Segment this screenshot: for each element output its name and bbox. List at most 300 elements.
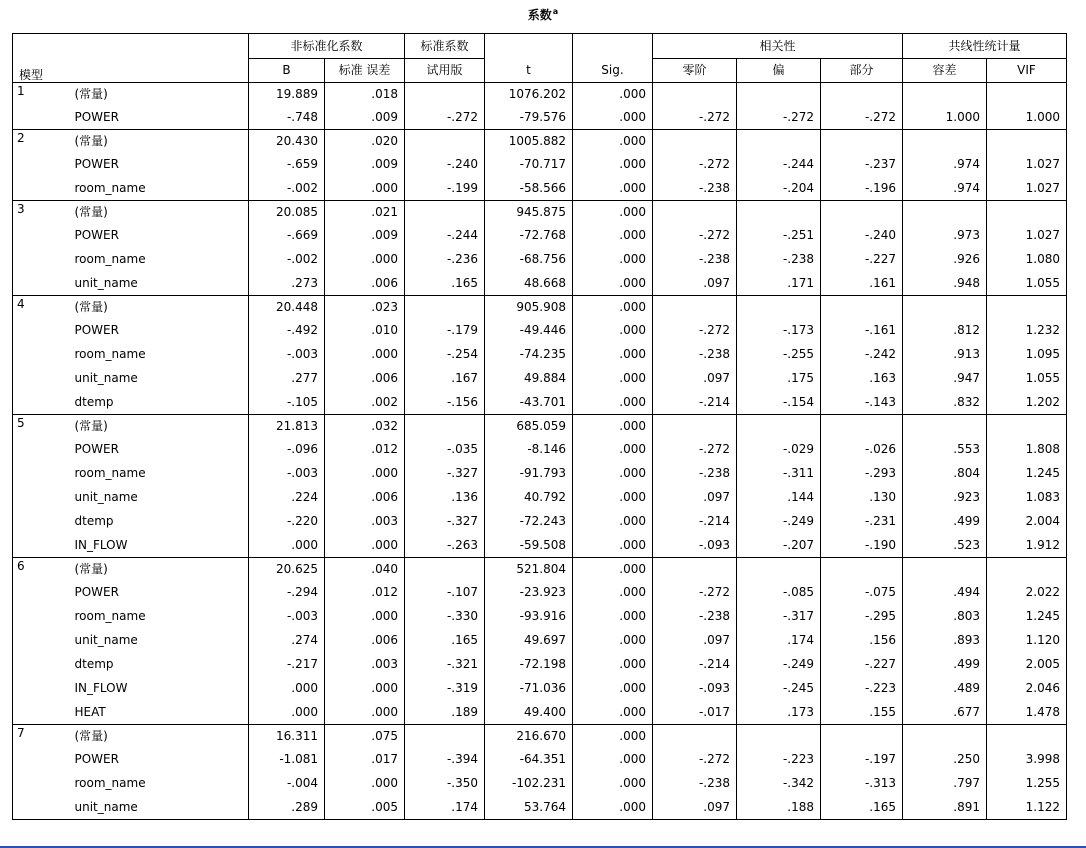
- cell-t: -102.231: [485, 771, 573, 795]
- cell-b: .273: [249, 271, 325, 296]
- cell-vif: 3.998: [987, 747, 1067, 771]
- cell-vif: 1.232: [987, 318, 1067, 342]
- cell-b: -1.081: [249, 747, 325, 771]
- cell-b: -.669: [249, 223, 325, 247]
- table-row: [13, 247, 1067, 271]
- cell-partial: -.173: [737, 318, 821, 342]
- cell-sig: .000: [573, 130, 653, 153]
- cell-t: -8.146: [485, 437, 573, 461]
- cell-tolerance: 1.000: [903, 105, 987, 130]
- cell-tolerance: [903, 558, 987, 581]
- cell-se: .032: [325, 415, 405, 438]
- cell-beta: .174: [405, 795, 485, 820]
- table-row: [13, 700, 1067, 725]
- predictor-name: unit_name: [74, 371, 138, 385]
- cell-vif: 2.022: [987, 580, 1067, 604]
- predictor-name: unit_name: [74, 633, 138, 647]
- cell-b: -.003: [249, 461, 325, 485]
- cell-beta: -.240: [405, 152, 485, 176]
- cell-beta: -.199: [405, 176, 485, 201]
- cell-b: .289: [249, 795, 325, 820]
- cell-vif: 1.478: [987, 700, 1067, 725]
- table-row: [13, 485, 1067, 509]
- model-number: 1: [17, 84, 25, 98]
- cell-zero-order: -.272: [653, 105, 737, 130]
- cell-vif: 1.080: [987, 247, 1067, 271]
- cell-sig: .000: [573, 725, 653, 748]
- cell-part: -.196: [821, 176, 903, 201]
- cell-tolerance: .804: [903, 461, 987, 485]
- cell-se: .040: [325, 558, 405, 581]
- cell-vif: 2.046: [987, 676, 1067, 700]
- cell-partial: -.251: [737, 223, 821, 247]
- table-row: [13, 223, 1067, 247]
- cell-beta: -.254: [405, 342, 485, 366]
- cell-sig: .000: [573, 485, 653, 509]
- cell-se: .000: [325, 533, 405, 558]
- cell-beta: -.327: [405, 461, 485, 485]
- cell-t: -64.351: [485, 747, 573, 771]
- cell-beta: -.272: [405, 105, 485, 130]
- table-row: [13, 318, 1067, 342]
- cell-b: 20.625: [249, 558, 325, 581]
- predictor-name: (常量): [69, 201, 249, 224]
- cell-partial: -.029: [737, 437, 821, 461]
- coefficients-table: [12, 33, 1067, 820]
- predictor-name: POWER: [74, 752, 119, 766]
- cell-t: 521.804: [485, 558, 573, 581]
- cell-part: [821, 201, 903, 224]
- cell-vif: [987, 130, 1067, 153]
- cell-b: -.748: [249, 105, 325, 130]
- predictor-name: unit_name: [74, 490, 138, 504]
- table-row: [13, 558, 1067, 581]
- cell-beta: -.321: [405, 652, 485, 676]
- cell-partial: -.154: [737, 390, 821, 415]
- cell-part: .156: [821, 628, 903, 652]
- cell-vif: [987, 201, 1067, 224]
- table-row: [13, 676, 1067, 700]
- cell-se: .000: [325, 604, 405, 628]
- cell-part: .165: [821, 795, 903, 820]
- cell-vif: 1.055: [987, 366, 1067, 390]
- cell-se: .000: [325, 342, 405, 366]
- cell-t: 905.908: [485, 296, 573, 319]
- cell-vif: [987, 558, 1067, 581]
- table-row: [13, 533, 1067, 558]
- table-row: [13, 201, 1067, 224]
- cell-beta: -.156: [405, 390, 485, 415]
- cell-partial: -.245: [737, 676, 821, 700]
- predictor-name: POWER: [74, 585, 119, 599]
- cell-tolerance: .923: [903, 485, 987, 509]
- cell-beta: -.330: [405, 604, 485, 628]
- cell-partial: [737, 415, 821, 438]
- cell-partial: .188: [737, 795, 821, 820]
- cell-tolerance: .913: [903, 342, 987, 366]
- cell-part: -.240: [821, 223, 903, 247]
- header-zero-order: 零阶: [653, 59, 737, 83]
- predictor-name: room_name: [74, 252, 146, 266]
- cell-t: 216.670: [485, 725, 573, 748]
- cell-zero-order: [653, 296, 737, 319]
- cell-tolerance: .499: [903, 652, 987, 676]
- cell-t: 49.884: [485, 366, 573, 390]
- header-b: B: [249, 59, 325, 83]
- table-title: [0, 4, 1086, 20]
- cell-se: .002: [325, 390, 405, 415]
- model-number: 3: [13, 201, 69, 296]
- cell-t: -23.923: [485, 580, 573, 604]
- cell-zero-order: [653, 130, 737, 153]
- cell-t: 945.875: [485, 201, 573, 224]
- cell-sig: .000: [573, 437, 653, 461]
- header-collin-group: 共线性统计量: [903, 34, 1067, 59]
- cell-beta: -.179: [405, 318, 485, 342]
- predictor-name: room_name: [74, 466, 146, 480]
- cell-partial: .171: [737, 271, 821, 296]
- cell-part: -.075: [821, 580, 903, 604]
- cell-b: .277: [249, 366, 325, 390]
- cell-t: -58.566: [485, 176, 573, 201]
- cell-b: .224: [249, 485, 325, 509]
- cell-zero-order: [653, 558, 737, 581]
- cell-b: 16.311: [249, 725, 325, 748]
- header-se: 标准 误差: [325, 59, 405, 83]
- cell-zero-order: -.214: [653, 509, 737, 533]
- cell-partial: -.255: [737, 342, 821, 366]
- predictor-name: IN_FLOW: [74, 681, 128, 695]
- cell-partial: -.311: [737, 461, 821, 485]
- cell-t: -79.576: [485, 105, 573, 130]
- cell-tolerance: .832: [903, 390, 987, 415]
- cell-vif: 1.000: [987, 105, 1067, 130]
- cell-part: [821, 725, 903, 748]
- cell-tolerance: [903, 83, 987, 106]
- cell-part: .155: [821, 700, 903, 725]
- cell-zero-order: -.272: [653, 747, 737, 771]
- cell-se: .003: [325, 652, 405, 676]
- table-row: [13, 509, 1067, 533]
- predictor-name: IN_FLOW: [74, 538, 128, 552]
- cell-part: -.026: [821, 437, 903, 461]
- cell-b: -.659: [249, 152, 325, 176]
- cell-sig: .000: [573, 795, 653, 820]
- cell-part: -.295: [821, 604, 903, 628]
- cell-tolerance: .499: [903, 509, 987, 533]
- table-row: [13, 296, 1067, 319]
- cell-beta: .189: [405, 700, 485, 725]
- cell-part: -.197: [821, 747, 903, 771]
- cell-vif: [987, 725, 1067, 748]
- cell-partial: -.204: [737, 176, 821, 201]
- cell-se: .009: [325, 152, 405, 176]
- cell-sig: .000: [573, 105, 653, 130]
- cell-vif: 1.027: [987, 223, 1067, 247]
- predictor-name: unit_name: [74, 800, 138, 814]
- cell-part: -.143: [821, 390, 903, 415]
- cell-zero-order: -.214: [653, 390, 737, 415]
- cell-se: .018: [325, 83, 405, 106]
- cell-part: .163: [821, 366, 903, 390]
- cell-beta: [405, 83, 485, 106]
- table-row: [13, 771, 1067, 795]
- cell-zero-order: -.272: [653, 152, 737, 176]
- cell-tolerance: .973: [903, 223, 987, 247]
- cell-beta: -.263: [405, 533, 485, 558]
- cell-se: .000: [325, 700, 405, 725]
- cell-vif: [987, 296, 1067, 319]
- predictor-name: unit_name: [74, 276, 138, 290]
- table-row: [13, 747, 1067, 771]
- table-row: [13, 461, 1067, 485]
- table-row: [13, 604, 1067, 628]
- cell-partial: [737, 83, 821, 106]
- table-row: [13, 390, 1067, 415]
- predictor-name: dtemp: [74, 395, 114, 409]
- cell-b: .274: [249, 628, 325, 652]
- cell-t: -59.508: [485, 533, 573, 558]
- cell-sig: .000: [573, 366, 653, 390]
- cell-se: .009: [325, 223, 405, 247]
- cell-sig: .000: [573, 342, 653, 366]
- cell-zero-order: -.238: [653, 247, 737, 271]
- cell-part: [821, 296, 903, 319]
- cell-beta: [405, 725, 485, 748]
- cell-t: -43.701: [485, 390, 573, 415]
- cell-zero-order: -.017: [653, 700, 737, 725]
- cell-b: -.217: [249, 652, 325, 676]
- table-row: [13, 105, 1067, 130]
- cell-part: .161: [821, 271, 903, 296]
- cell-vif: 1.055: [987, 271, 1067, 296]
- cell-se: .000: [325, 676, 405, 700]
- predictor-name: (常量): [74, 87, 108, 101]
- cell-part: -.272: [821, 105, 903, 130]
- header-t-blank: [485, 34, 573, 59]
- cell-se: .021: [325, 201, 405, 224]
- cell-zero-order: [653, 201, 737, 224]
- cell-zero-order: .097: [653, 366, 737, 390]
- cell-vif: [987, 83, 1067, 106]
- cell-sig: .000: [573, 152, 653, 176]
- cell-tolerance: [903, 130, 987, 153]
- cell-zero-order: -.238: [653, 176, 737, 201]
- cell-tolerance: .797: [903, 771, 987, 795]
- cell-partial: .175: [737, 366, 821, 390]
- cell-vif: 1.027: [987, 152, 1067, 176]
- cell-vif: 2.004: [987, 509, 1067, 533]
- cell-beta: .165: [405, 271, 485, 296]
- predictor-name: POWER: [74, 157, 119, 171]
- cell-part: -.313: [821, 771, 903, 795]
- cell-se: .012: [325, 437, 405, 461]
- table-row: [13, 437, 1067, 461]
- cell-sig: .000: [573, 201, 653, 224]
- cell-beta: -.107: [405, 580, 485, 604]
- cell-t: 49.697: [485, 628, 573, 652]
- table-row: [13, 652, 1067, 676]
- cell-se: .000: [325, 176, 405, 201]
- cell-tolerance: .974: [903, 152, 987, 176]
- cell-sig: .000: [573, 296, 653, 319]
- cell-zero-order: -.272: [653, 437, 737, 461]
- cell-t: -72.198: [485, 652, 573, 676]
- header-std-group: 标准系数: [405, 34, 485, 59]
- cell-vif: 1.255: [987, 771, 1067, 795]
- header-vif: VIF: [987, 59, 1067, 83]
- cell-zero-order: .097: [653, 628, 737, 652]
- header-corr-group: 相关性: [653, 34, 903, 59]
- cell-sig: .000: [573, 771, 653, 795]
- cell-part: -.293: [821, 461, 903, 485]
- cell-vif: 1.245: [987, 604, 1067, 628]
- table-row: [13, 83, 1067, 106]
- cell-vif: 1.095: [987, 342, 1067, 366]
- predictor-name: (常量): [69, 296, 249, 319]
- cell-tolerance: .974: [903, 176, 987, 201]
- cell-se: .009: [325, 105, 405, 130]
- cell-sig: .000: [573, 390, 653, 415]
- cell-zero-order: -.093: [653, 676, 737, 700]
- cell-beta: -.035: [405, 437, 485, 461]
- cell-zero-order: .097: [653, 795, 737, 820]
- cell-sig: .000: [573, 604, 653, 628]
- cell-t: -70.717: [485, 152, 573, 176]
- cell-vif: 1.122: [987, 795, 1067, 820]
- cell-beta: [405, 415, 485, 438]
- cell-tolerance: .489: [903, 676, 987, 700]
- predictor-name: POWER: [74, 323, 119, 337]
- cell-vif: 2.005: [987, 652, 1067, 676]
- table-row: [13, 130, 1067, 153]
- table-row: [13, 271, 1067, 296]
- cell-partial: [737, 296, 821, 319]
- cell-partial: -.238: [737, 247, 821, 271]
- cell-b: -.002: [249, 247, 325, 271]
- cell-part: [821, 130, 903, 153]
- predictor-name: room_name: [74, 181, 146, 195]
- cell-part: [821, 83, 903, 106]
- cell-beta: -.394: [405, 747, 485, 771]
- table-row: [13, 725, 1067, 748]
- cell-b: -.492: [249, 318, 325, 342]
- cell-b: .000: [249, 533, 325, 558]
- cell-tolerance: .250: [903, 747, 987, 771]
- cell-t: -71.036: [485, 676, 573, 700]
- cell-t: -93.916: [485, 604, 573, 628]
- cell-b: -.004: [249, 771, 325, 795]
- cell-tolerance: .812: [903, 318, 987, 342]
- cell-tolerance: .891: [903, 795, 987, 820]
- cell-sig: .000: [573, 271, 653, 296]
- cell-se: .075: [325, 725, 405, 748]
- header-row-columns: [13, 59, 1067, 83]
- cell-beta: [405, 296, 485, 319]
- header-sig-blank: [573, 34, 653, 59]
- cell-partial: -.272: [737, 105, 821, 130]
- header-blank: [13, 34, 249, 59]
- cell-partial: .144: [737, 485, 821, 509]
- cell-part: -.231: [821, 509, 903, 533]
- predictor-name: (常量): [69, 558, 249, 581]
- predictor-name: (常量): [69, 725, 249, 748]
- cell-b: -.003: [249, 342, 325, 366]
- cell-se: .000: [325, 771, 405, 795]
- cell-sig: .000: [573, 580, 653, 604]
- cell-vif: 1.912: [987, 533, 1067, 558]
- cell-partial: [737, 201, 821, 224]
- cell-sig: .000: [573, 318, 653, 342]
- cell-part: -.190: [821, 533, 903, 558]
- predictor-name: HEAT: [74, 705, 106, 719]
- cell-tolerance: .553: [903, 437, 987, 461]
- cell-zero-order: [653, 725, 737, 748]
- predictor-name: POWER: [74, 110, 119, 124]
- cell-zero-order: .097: [653, 485, 737, 509]
- cell-b: -.105: [249, 390, 325, 415]
- cell-sig: .000: [573, 415, 653, 438]
- cell-tolerance: .947: [903, 366, 987, 390]
- predictor-name: room_name: [74, 347, 146, 361]
- cell-vif: 1.808: [987, 437, 1067, 461]
- header-sig: Sig.: [573, 59, 653, 83]
- cell-beta: -.244: [405, 223, 485, 247]
- cell-sig: .000: [573, 223, 653, 247]
- table-row: [13, 152, 1067, 176]
- cell-partial: -.249: [737, 509, 821, 533]
- header-tolerance: 容差: [903, 59, 987, 83]
- cell-beta: -.327: [405, 509, 485, 533]
- header-partial: 偏: [737, 59, 821, 83]
- header-beta: 试用版: [405, 59, 485, 83]
- cell-sig: .000: [573, 461, 653, 485]
- predictor-name: POWER: [74, 442, 119, 456]
- cell-tolerance: .523: [903, 533, 987, 558]
- cell-sig: .000: [573, 700, 653, 725]
- header-part: 部分: [821, 59, 903, 83]
- cell-zero-order: [653, 415, 737, 438]
- cell-b: 21.813: [249, 415, 325, 438]
- cell-sig: .000: [573, 83, 653, 106]
- cell-tolerance: [903, 296, 987, 319]
- model-number: 4: [13, 296, 69, 415]
- cell-b: 19.889: [249, 83, 325, 106]
- cell-se: .006: [325, 628, 405, 652]
- cell-vif: [987, 415, 1067, 438]
- cell-se: .005: [325, 795, 405, 820]
- model-number: 7: [13, 725, 69, 820]
- cell-sig: .000: [573, 176, 653, 201]
- cell-tolerance: [903, 201, 987, 224]
- cell-b: -.003: [249, 604, 325, 628]
- model-number: 5: [13, 415, 69, 558]
- cell-se: .023: [325, 296, 405, 319]
- cell-se: .017: [325, 747, 405, 771]
- cell-beta: -.350: [405, 771, 485, 795]
- cell-beta: -.236: [405, 247, 485, 271]
- cell-partial: [737, 725, 821, 748]
- header-row-groups: [13, 34, 1067, 59]
- predictor-name: (常量): [69, 130, 249, 153]
- cell-part: [821, 415, 903, 438]
- cell-zero-order: -.272: [653, 223, 737, 247]
- cell-part: [821, 558, 903, 581]
- cell-partial: -.317: [737, 604, 821, 628]
- cell-se: .006: [325, 271, 405, 296]
- cell-part: -.161: [821, 318, 903, 342]
- predictor-name: room_name: [74, 609, 146, 623]
